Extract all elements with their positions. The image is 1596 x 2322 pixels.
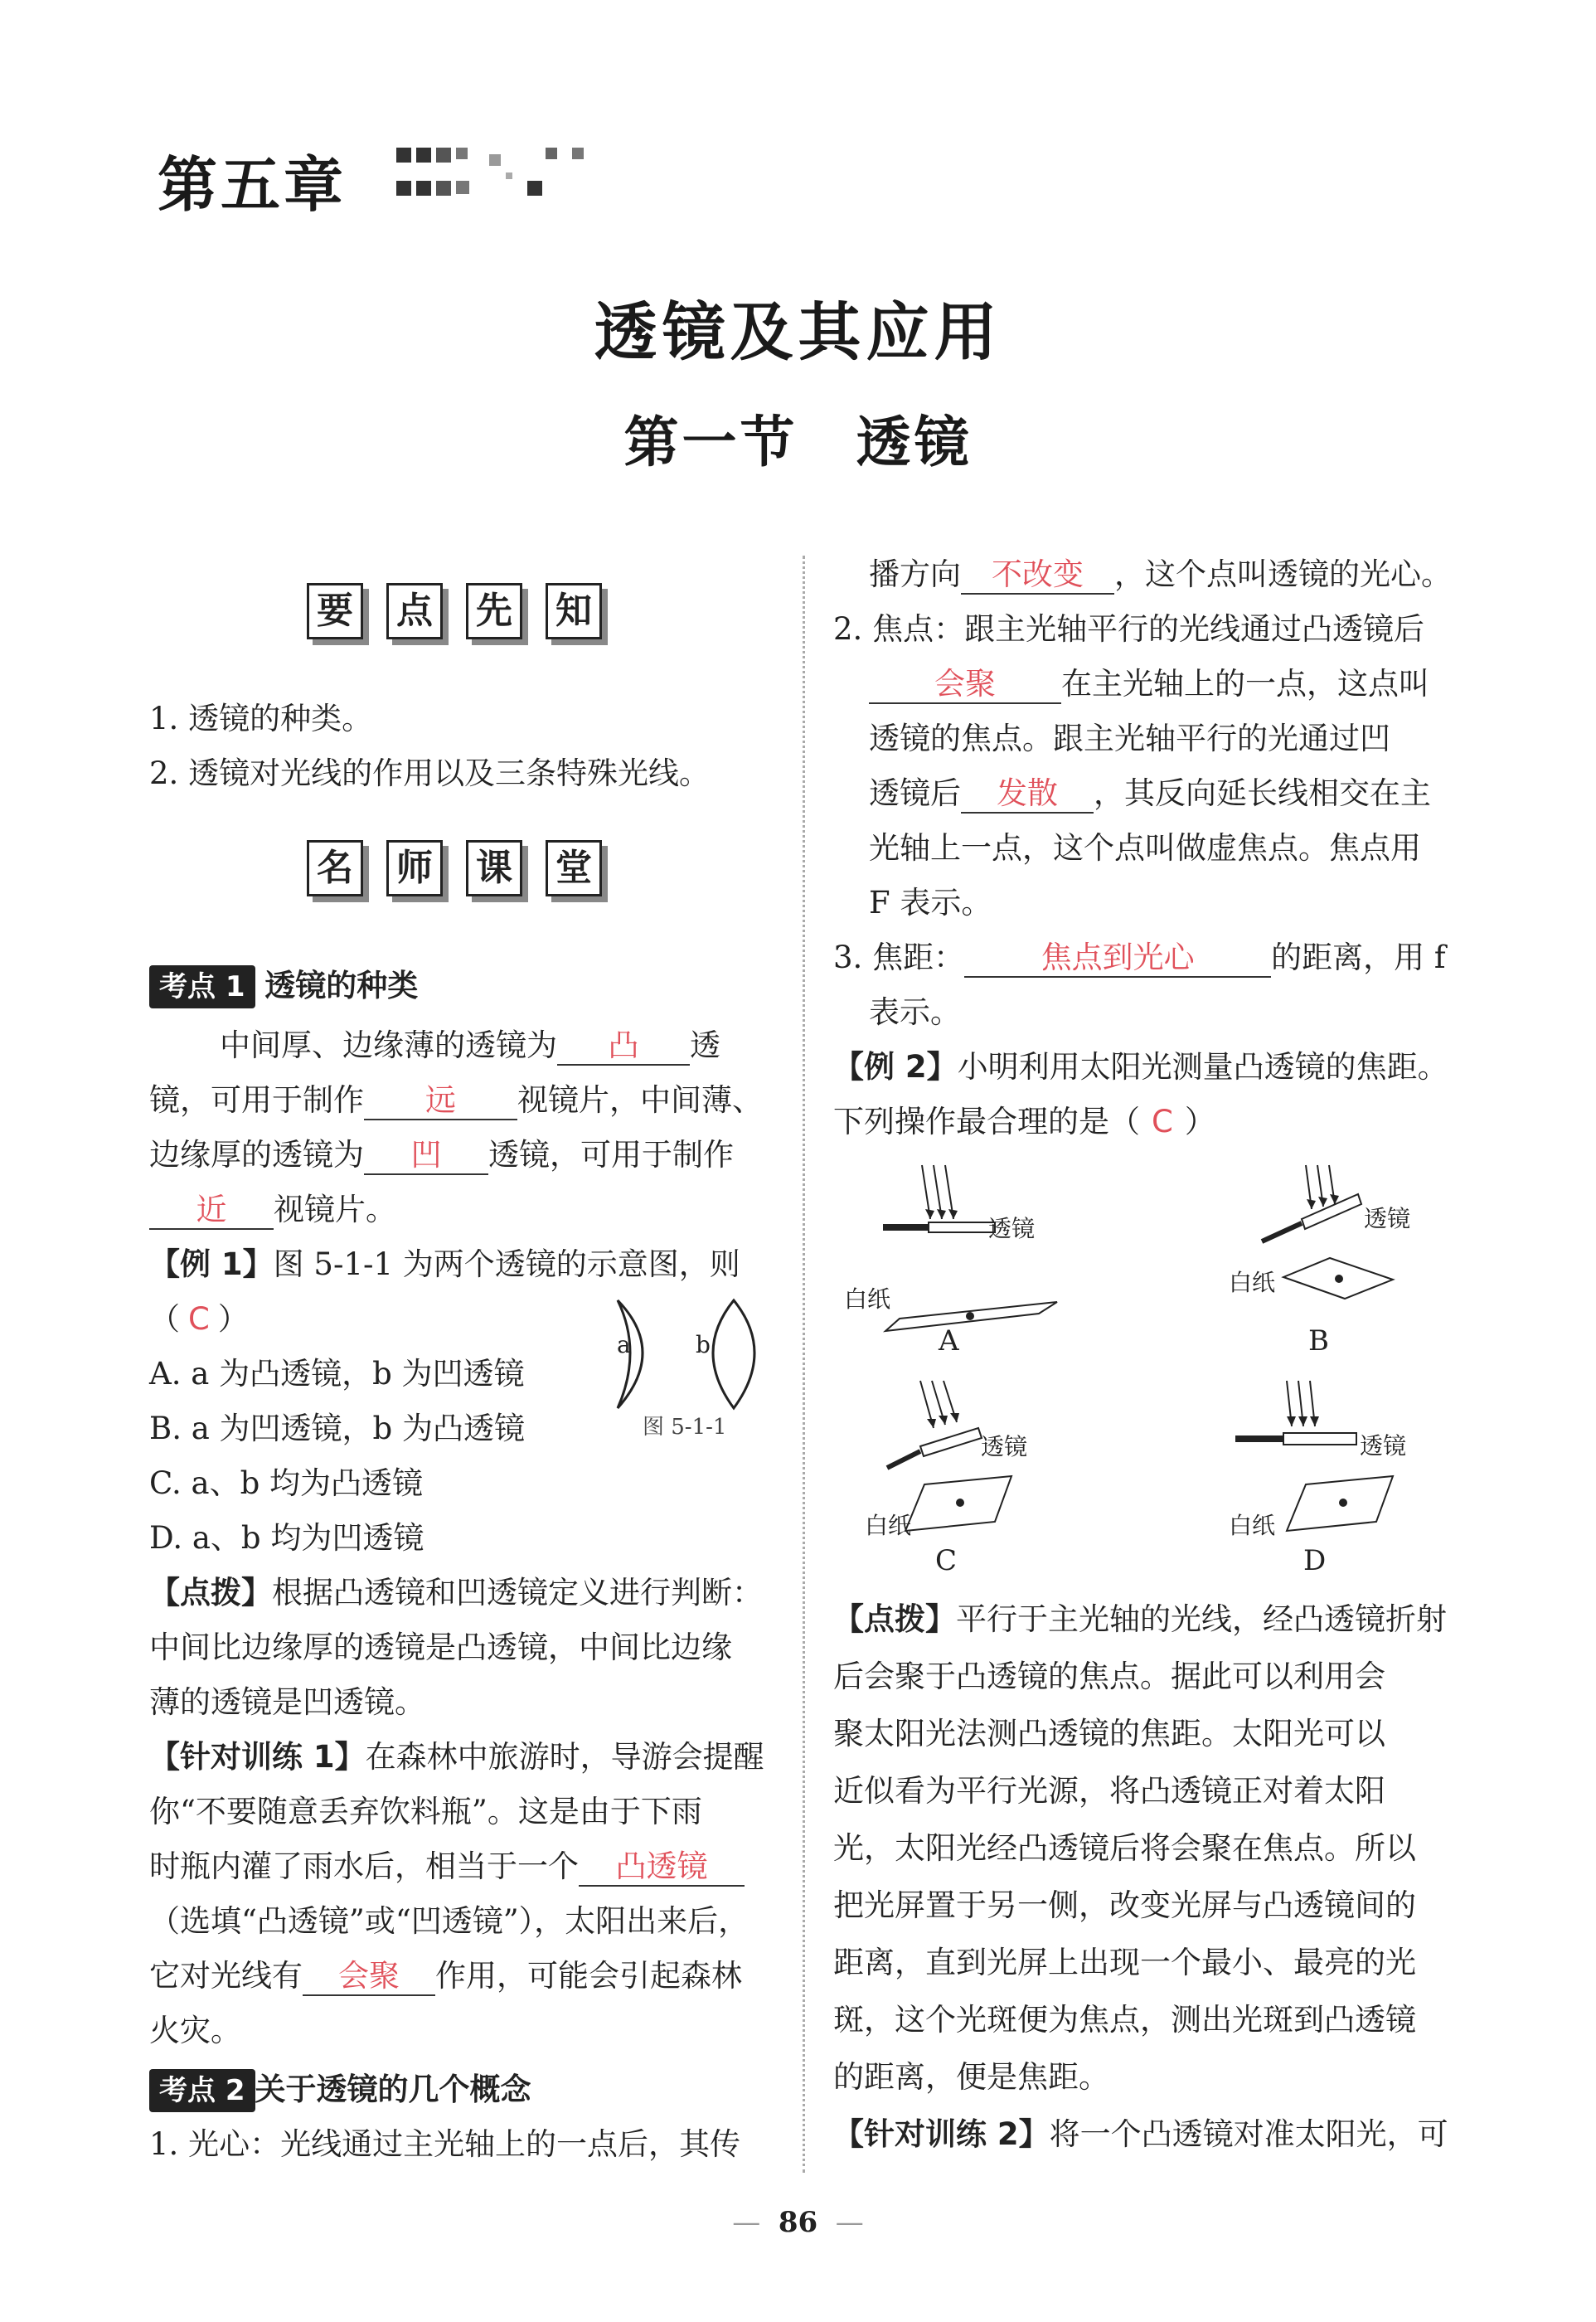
text-line: 播方向 不改变 ，这个点叫透镜的光心。 <box>869 547 1452 602</box>
dianbo-tag: 【点拨】 <box>149 1575 272 1610</box>
text-line: F 表示。 <box>869 885 992 921</box>
training-1-line: 【针对训练 1】在森林中旅游时，导游会提醒 <box>149 1739 764 1775</box>
paper-label: 白纸 <box>844 1285 891 1313</box>
answer-blank: 近 <box>149 1192 274 1230</box>
text-line: 1. 光心：光线通过主光轴上的一点后，其传 <box>149 2126 741 2162</box>
header-char: 名 <box>307 840 363 896</box>
column-divider <box>803 556 805 2173</box>
paper-label: 白纸 <box>1229 1512 1276 1539</box>
option-letter: B <box>1308 1324 1329 1358</box>
example-tag: 【例 2】 <box>833 1049 958 1085</box>
lens-label: 透镜 <box>988 1215 1036 1242</box>
dianbo-1-line: 中间比边缘厚的透镜是凸透镜，中间比边缘 <box>149 1630 732 1665</box>
option-diagram-c <box>854 1377 1119 1576</box>
text-line: 3. 焦距： 焦点到光心 的距离，用 f <box>833 930 1446 985</box>
yaodian-item: 2. 透镜对光线的作用以及三条特殊光线。 <box>149 755 711 791</box>
header-char: 堂 <box>546 840 602 896</box>
dianbo-2-line: 光，太阳光经凸透镜后将会聚在焦点。所以 <box>833 1830 1416 1866</box>
header-char: 点 <box>386 583 443 639</box>
training-tag: 【针对训练 1】 <box>149 1739 366 1775</box>
training-1-line: 你“不要随意丢弃饮料瓶”。这是由于下雨 <box>149 1794 702 1829</box>
dianbo-1-line: 【点拨】根据凸透镜和凹透镜定义进行判断： <box>149 1575 763 1610</box>
header-char: 要 <box>307 583 363 639</box>
answer-blank: 会聚 <box>869 666 1061 704</box>
option-letter: A <box>939 1324 959 1358</box>
option-diagram-d <box>1235 1377 1501 1576</box>
dianbo-2-line: 【点拨】平行于主光轴的光线，经凸透镜折射 <box>833 1601 1447 1637</box>
header-char: 知 <box>546 583 602 639</box>
lens-label: 透镜 <box>1360 1432 1407 1460</box>
mingshi-header <box>307 840 602 896</box>
answer-blank: 焦点到光心 <box>964 940 1271 978</box>
example-1-paren: （ C ） <box>149 1301 249 1337</box>
answer-blank: 会聚 <box>303 1958 435 1996</box>
answer-blank: 发散 <box>961 775 1094 814</box>
paper-label: 白纸 <box>1229 1269 1276 1296</box>
kaodian-2-heading <box>149 2062 531 2117</box>
training-tag: 【针对训练 2】 <box>833 2116 1050 2152</box>
text-line: 近 视镜片。 <box>149 1183 396 1237</box>
lens-label: 透镜 <box>981 1433 1028 1460</box>
dianbo-2-line: 斑，这个光斑便为焦点，测出光斑到凸透镜 <box>833 2002 1416 2038</box>
text-line: 光轴上一点，这个点叫做虚焦点。焦点用 <box>869 830 1421 866</box>
kaodian-tag: 考点 1 <box>149 965 255 1008</box>
fig-label: b <box>696 1331 711 1358</box>
kaodian-tag: 考点 2 <box>149 2069 255 2112</box>
option: B. a 为凹透镜，b 为凸透镜 <box>149 1411 525 1446</box>
example-1-stem: 【例 1】图 5-1-1 为两个透镜的示意图，则 <box>149 1246 740 1282</box>
yaodian-item: 1. 透镜的种类。 <box>149 701 373 736</box>
text-line: 边缘厚的透镜为 凹 透镜，可用于制作 <box>149 1128 734 1183</box>
example-tag: 【例 1】 <box>149 1246 274 1282</box>
dianbo-tag: 【点拨】 <box>833 1601 956 1637</box>
text-line: 镜，可用于制作 远 视镜片，中间薄、 <box>149 1073 763 1128</box>
section-title: 第一节 透镜 <box>623 410 973 474</box>
dianbo-2-line: 后会聚于凸透镜的焦点。据此可以利用会 <box>833 1659 1385 1694</box>
fig-label: a <box>617 1331 631 1358</box>
option: A. a 为凸透镜，b 为凹透镜 <box>149 1356 525 1392</box>
answer-blank: 不改变 <box>961 556 1114 595</box>
answer-choice: C <box>188 1301 210 1337</box>
kaodian-title: 关于透镜的几个概念 <box>255 2072 531 2107</box>
yaodian-header <box>307 583 602 639</box>
answer-blank: 远 <box>364 1082 517 1120</box>
kaodian-title: 透镜的种类 <box>264 968 419 1003</box>
option-letter: D <box>1303 1544 1327 1577</box>
answer-blank: 凸 <box>557 1027 690 1066</box>
option-diagram-a <box>837 1161 1111 1352</box>
text-line: 透镜后 发散 ，其反向延长线相交在主 <box>869 766 1431 821</box>
option: C. a、b 均为凸透镜 <box>149 1465 424 1501</box>
dianbo-1-line: 薄的透镜是凹透镜。 <box>149 1684 425 1720</box>
option: D. a、b 均为凹透镜 <box>149 1520 424 1556</box>
dianbo-2-line: 把光屏置于另一侧，改变光屏与凸透镜间的 <box>833 1887 1416 1923</box>
example-2-stem: 下列操作最合理的是（ C ） <box>833 1104 1215 1139</box>
dianbo-2-line: 聚太阳光法测凸透镜的焦距。太阳光可以 <box>833 1716 1385 1751</box>
dianbo-2-line: 距离，直到光屏上出现一个最小、最亮的光 <box>833 1945 1416 1980</box>
header-char: 先 <box>466 583 522 639</box>
text-line: 透镜的焦点。跟主光轴平行的光通过凹 <box>869 721 1390 756</box>
training-1-line: 时瓶内灌了雨水后，相当于一个 凸透镜 <box>149 1839 745 1894</box>
training-1-line: （选填“凸透镜”或“凹透镜”），太阳出来后， <box>149 1903 749 1939</box>
text-line: 会聚 在主光轴上的一点，这点叫 <box>869 657 1429 712</box>
answer-blank: 凸透镜 <box>579 1848 745 1887</box>
text-line: 2. 焦点：跟主光轴平行的光线通过凸透镜后 <box>833 611 1425 647</box>
option-diagram-b <box>1227 1161 1501 1352</box>
dianbo-2-line: 的距离，便是焦距。 <box>833 2059 1109 2095</box>
header-char: 课 <box>466 840 522 896</box>
training-1-line: 它对光线有 会聚 作用，可能会引起森林 <box>149 1949 742 2004</box>
text-line: 表示。 <box>869 994 961 1030</box>
dianbo-2-line: 近似看为平行光源，将凸透镜正对着太阳 <box>833 1773 1385 1809</box>
chapter-heading: 第五章 <box>158 150 347 220</box>
paper-label: 白纸 <box>865 1512 912 1539</box>
training-2-line: 【针对训练 2】将一个凸透镜对准太阳光，可 <box>833 2116 1448 2152</box>
kaodian-1-heading <box>149 959 418 1013</box>
answer-blank: 凹 <box>364 1137 488 1175</box>
lens-label: 透镜 <box>1364 1205 1411 1232</box>
chapter-title: 透镜及其应用 <box>594 295 1002 369</box>
option-letter: C <box>935 1544 958 1577</box>
answer-choice: C <box>1152 1104 1173 1139</box>
figure-caption: 图 5-1-1 <box>643 1415 727 1440</box>
training-1-line: 火灾。 <box>149 2013 241 2048</box>
example-2-stem: 【例 2】小明利用太阳光测量凸透镜的焦距。 <box>833 1049 1448 1085</box>
text-line: 中间厚、边缘薄的透镜为 凸 透 <box>220 1018 720 1073</box>
header-char: 师 <box>386 840 443 896</box>
lens-figure <box>609 1294 775 1418</box>
page-number: — 86 — <box>732 2206 864 2239</box>
